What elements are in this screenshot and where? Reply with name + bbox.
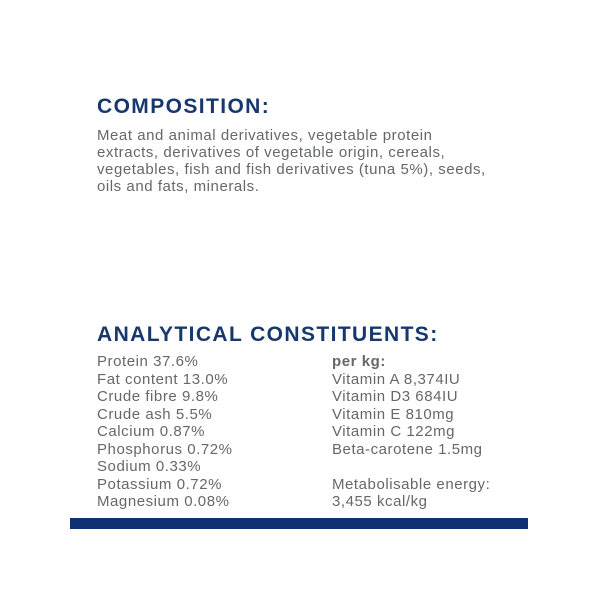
composition-heading: COMPOSITION:	[97, 95, 271, 118]
nutrient-line: Phosphorus 0.72%	[97, 440, 233, 458]
nutrient-line: Crude ash 5.5%	[97, 405, 213, 423]
nutrient-line: Sodium 0.33%	[97, 458, 202, 475]
vitamin-line: Beta-carotene 1.5mg	[332, 440, 483, 458]
vitamin-list	[332, 371, 490, 459]
nutrient-line: Protein 37.6%	[97, 353, 199, 370]
vitamin-line: Vitamin A 8,374IU	[332, 370, 461, 388]
nutrient-line: Potassium 0.72%	[97, 475, 222, 493]
composition-line: oils and fats, minerals.	[97, 178, 260, 195]
analytical-right-column	[332, 353, 490, 511]
metabolisable-energy-label: Metabolisable energy:	[332, 475, 491, 493]
metabolisable-energy-value: 3,455 kcal/kg	[332, 493, 428, 510]
vitamin-line: Vitamin E 810mg	[332, 405, 455, 423]
vitamin-line: Vitamin D3 684IU	[332, 388, 459, 405]
composition-line: Meat and animal derivatives, vegetable protein	[97, 127, 433, 144]
composition-line: vegetables, fish and fish derivatives (tuna 5%), seeds,	[97, 161, 486, 178]
nutrient-line: Fat content 13.0%	[97, 370, 229, 388]
column-spacer	[332, 458, 490, 476]
analytical-left-column	[97, 353, 233, 511]
per-kg-label: per kg:	[332, 353, 386, 370]
nutrient-line: Crude fibre 9.8%	[97, 388, 219, 405]
vitamin-line: Vitamin C 122mg	[332, 423, 456, 440]
nutrient-line: Magnesium 0.08%	[97, 493, 230, 510]
composition-paragraph	[97, 127, 486, 195]
footer-divider-bar	[70, 518, 528, 529]
composition-line: extracts, derivatives of vegetable origin, cereals,	[97, 144, 446, 161]
nutrient-line: Calcium 0.87%	[97, 423, 206, 440]
analytical-constituents-heading: ANALYTICAL CONSTITUENTS:	[97, 323, 439, 346]
